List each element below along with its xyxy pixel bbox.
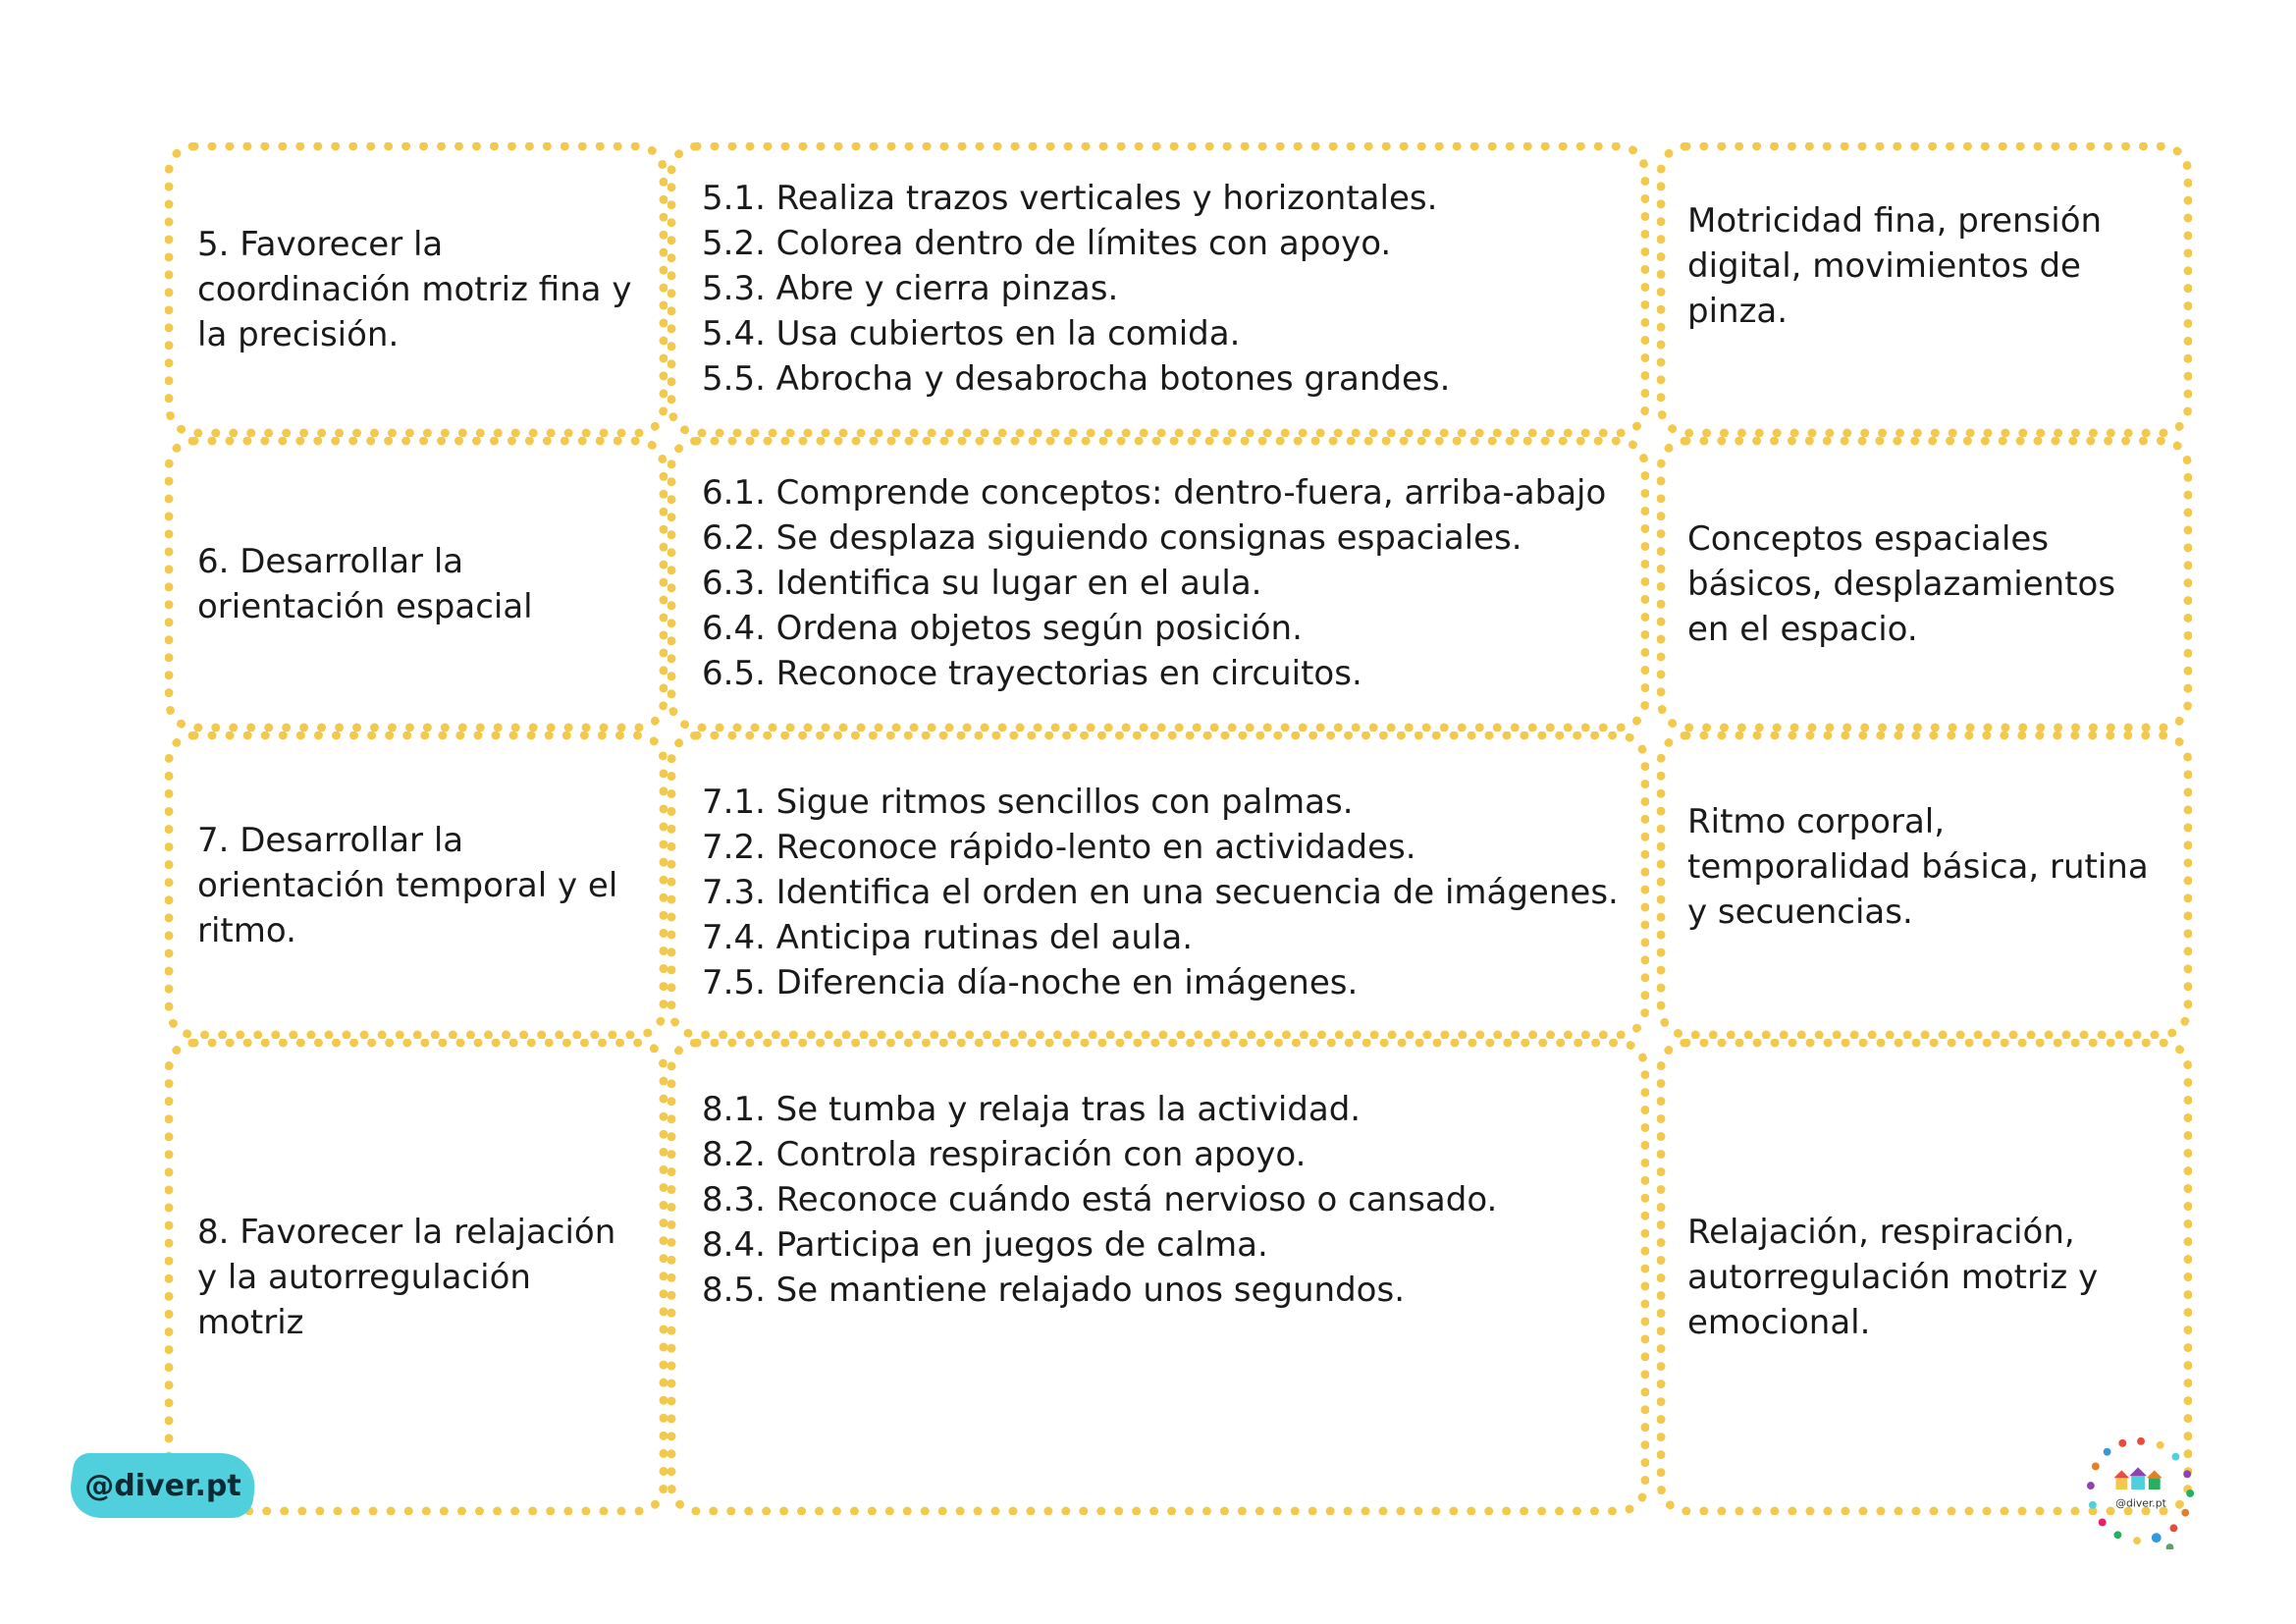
objective-text: 5. Favorecer la coordinación motriz fina y la precisión. — [197, 225, 632, 354]
criterion-item: 5.5. Abrocha y desabrocha botones grandes. — [702, 359, 1451, 399]
criterion-item: 6.4. Ordena objetos según posición. — [702, 609, 1303, 648]
criterion-item: 7.2. Reconoce rápido-lento en actividades. — [702, 828, 1416, 867]
objective-text: 6. Desarrollar la orientación espacial — [197, 542, 533, 626]
objective-cell-5 — [165, 142, 667, 437]
criterion-item: 8.1. Se tumba y relaja tras la actividad. — [702, 1090, 1362, 1129]
logo-dots — [2087, 1437, 2194, 1549]
criterion-item: 7.3. Identifica el orden en una secuencia de imágenes. — [702, 873, 1619, 912]
criterion-item: 6.2. Se desplaza siguiendo consignas espaciales. — [702, 518, 1522, 558]
criterion-item: 5.1. Realiza trazos verticales y horizontales. — [702, 179, 1438, 218]
criteria-list — [702, 1087, 1497, 1313]
content-text: Motricidad fina, prensión digital, movimientos de pinza. — [1687, 201, 2103, 331]
diver-logo-icon — [2083, 1434, 2199, 1549]
criteria-cell-6 — [667, 437, 1649, 731]
brand-handle: @diver.pt — [84, 1468, 241, 1503]
criterion-item: 8.2. Controla respiración con apoyo. — [702, 1135, 1307, 1174]
objective-cell-6 — [165, 437, 667, 731]
svg-text:@diver.pt: @diver.pt — [2115, 1496, 2166, 1510]
criterion-item: 7.5. Diferencia día-noche en imágenes. — [702, 963, 1359, 1002]
criteria-cell-5 — [667, 142, 1649, 437]
criteria-list — [702, 470, 1606, 696]
logo-houses — [2113, 1467, 2162, 1489]
content-cell-5 — [1657, 142, 2192, 437]
criterion-item: 6.1. Comprende conceptos: dentro-fuera, arriba-abajo — [702, 473, 1607, 513]
criterion-item: 8.5. Se mantiene relajado unos segundos. — [702, 1271, 1406, 1310]
criterion-item: 8.3. Reconoce cuándo está nervioso o cansado. — [702, 1180, 1498, 1219]
objective-cell-8 — [165, 1039, 667, 1515]
criteria-list — [702, 780, 1619, 1005]
content-text: Ritmo corporal, temporalidad básica, rutina y secuencias. — [1687, 802, 2149, 932]
criterion-item: 8.4. Participa en juegos de calma. — [702, 1225, 1268, 1265]
criterion-item: 6.3. Identifica su lugar en el aula. — [702, 564, 1262, 603]
content-text: Conceptos espaciales básicos, desplazamientos en el espacio. — [1687, 519, 2116, 649]
content-cell-6 — [1657, 437, 2192, 731]
criteria-cell-8 — [667, 1039, 1649, 1515]
criterion-item: 7.4. Anticipa rutinas del aula. — [702, 918, 1194, 957]
criterion-item: 5.3. Abre y cierra pinzas. — [702, 269, 1119, 308]
objective-cell-7 — [165, 731, 667, 1039]
criterion-item: 6.5. Reconoce trayectorias en circuitos. — [702, 654, 1362, 693]
criteria-list — [702, 176, 1450, 402]
objective-text: 8. Favorecer la relajación y la autorregulación motriz — [197, 1212, 616, 1342]
objective-text: 7. Desarrollar la orientación temporal y el ritmo. — [197, 820, 618, 950]
criterion-item: 5.2. Colorea dentro de límites con apoyo. — [702, 224, 1392, 263]
criterion-item: 5.4. Usa cubiertos en la comida. — [702, 314, 1241, 353]
brand-badge — [71, 1453, 255, 1518]
criteria-cell-7 — [667, 731, 1649, 1039]
content-text: Relajación, respiración, autorregulación motriz y emocional. — [1687, 1212, 2099, 1342]
criterion-item: 7.1. Sigue ritmos sencillos con palmas. — [702, 783, 1354, 822]
content-cell-7 — [1657, 731, 2192, 1039]
